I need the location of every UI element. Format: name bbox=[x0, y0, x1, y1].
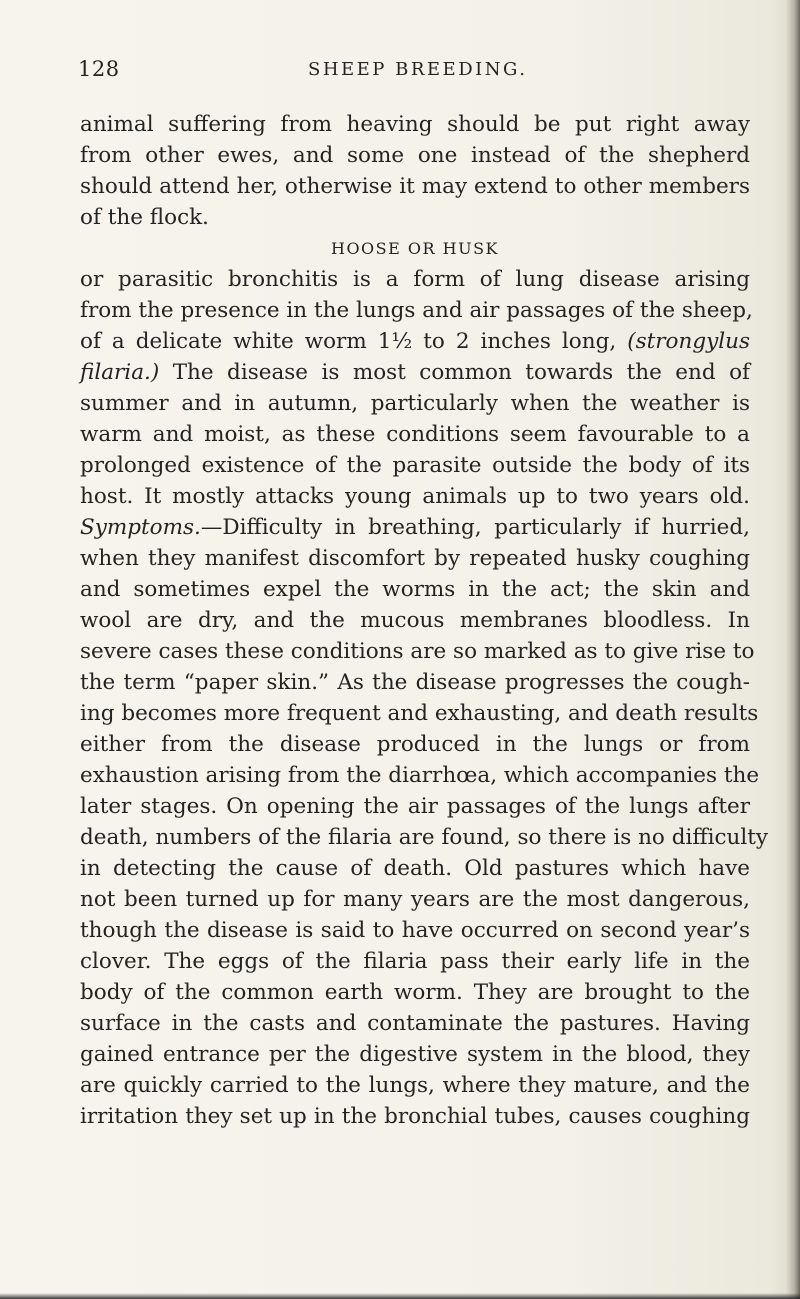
text-line: and sometimes expel the worms in the act; the skin and bbox=[80, 577, 750, 602]
text-line: though the disease is said to have occurred on second year’s bbox=[80, 918, 750, 943]
text-line: summer and in autumn, particularly when the weather is bbox=[80, 391, 750, 416]
text-line: exhaustion arising from the diarrhœa, which accompanies the bbox=[80, 763, 760, 788]
page-header bbox=[78, 57, 750, 87]
text-line bbox=[80, 512, 750, 543]
text-line: host. It mostly attacks young animals up to two years old. bbox=[80, 484, 750, 509]
text-line: irritation they set up in the bronchial tubes, causes coughing bbox=[80, 1104, 750, 1129]
scientific-name: filaria.) bbox=[80, 360, 160, 385]
running-head: SHEEP BREEDING. bbox=[308, 59, 528, 80]
text-line: severe cases these conditions are so marked as to give rise to bbox=[80, 639, 755, 664]
text-line bbox=[80, 357, 750, 388]
text-line: in detecting the cause of death. Old pastures which have bbox=[80, 856, 750, 881]
text-line: warm and moist, as these conditions seem favourable to a bbox=[80, 422, 750, 447]
text-line: surface in the casts and contaminate the pastures. Having bbox=[80, 1011, 750, 1036]
text-line: either from the disease produced in the lungs or from bbox=[80, 732, 750, 757]
text-line: from other ewes, and some one instead of the shepherd bbox=[80, 143, 750, 168]
text-line: the term “paper skin.” As the disease progresses the cough- bbox=[80, 670, 750, 695]
section-heading: HOOSE OR HUSK bbox=[330, 239, 499, 258]
text-line: or parasitic bronchitis is a form of lung disease arising bbox=[80, 267, 750, 292]
subsection-label: Symptoms. bbox=[80, 515, 201, 540]
page-bottom-edge bbox=[0, 1293, 800, 1299]
text-line: from the presence in the lungs and air passages of the sheep, bbox=[80, 298, 753, 323]
text-line: clover. The eggs of the filaria pass their early life in the bbox=[80, 949, 750, 974]
text-line: are quickly carried to the lungs, where they mature, and the bbox=[80, 1073, 750, 1098]
text-line: not been turned up for many years are the most dangerous, bbox=[80, 887, 750, 912]
text-line: of the flock. bbox=[80, 205, 209, 230]
text-line: wool are dry, and the mucous membranes bloodless. In bbox=[80, 608, 750, 633]
text-line: animal suffering from heaving should be put right away bbox=[80, 112, 750, 137]
text-line: body of the common earth worm. They are brought to the bbox=[80, 980, 750, 1005]
text-line: should attend her, otherwise it may extend to other members bbox=[80, 174, 750, 199]
text-run: —Difficulty in breathing, particularly if hurried, bbox=[200, 515, 750, 540]
page-gutter-shadow bbox=[786, 0, 800, 1299]
text-line: prolonged existence of the parasite outside the body of its bbox=[80, 453, 750, 478]
body-text bbox=[80, 109, 769, 1132]
text-line: death, numbers of the filaria are found, so there is no difficulty bbox=[80, 825, 769, 850]
text-line bbox=[80, 326, 750, 357]
text-line: when they manifest discomfort by repeated husky coughing bbox=[80, 546, 750, 571]
scientific-name: (strongylus bbox=[627, 329, 750, 354]
text-line: gained entrance per the digestive system in the blood, they bbox=[80, 1042, 750, 1067]
text-run: of a delicate white worm 1½ to 2 inches long, bbox=[80, 329, 628, 354]
text-run: The disease is most common towards the end of bbox=[159, 360, 750, 385]
page-number: 128 bbox=[78, 57, 120, 81]
text-line: ing becomes more frequent and exhausting, and death results bbox=[80, 701, 759, 726]
text-line: later stages. On opening the air passages of the lungs after bbox=[80, 794, 750, 819]
